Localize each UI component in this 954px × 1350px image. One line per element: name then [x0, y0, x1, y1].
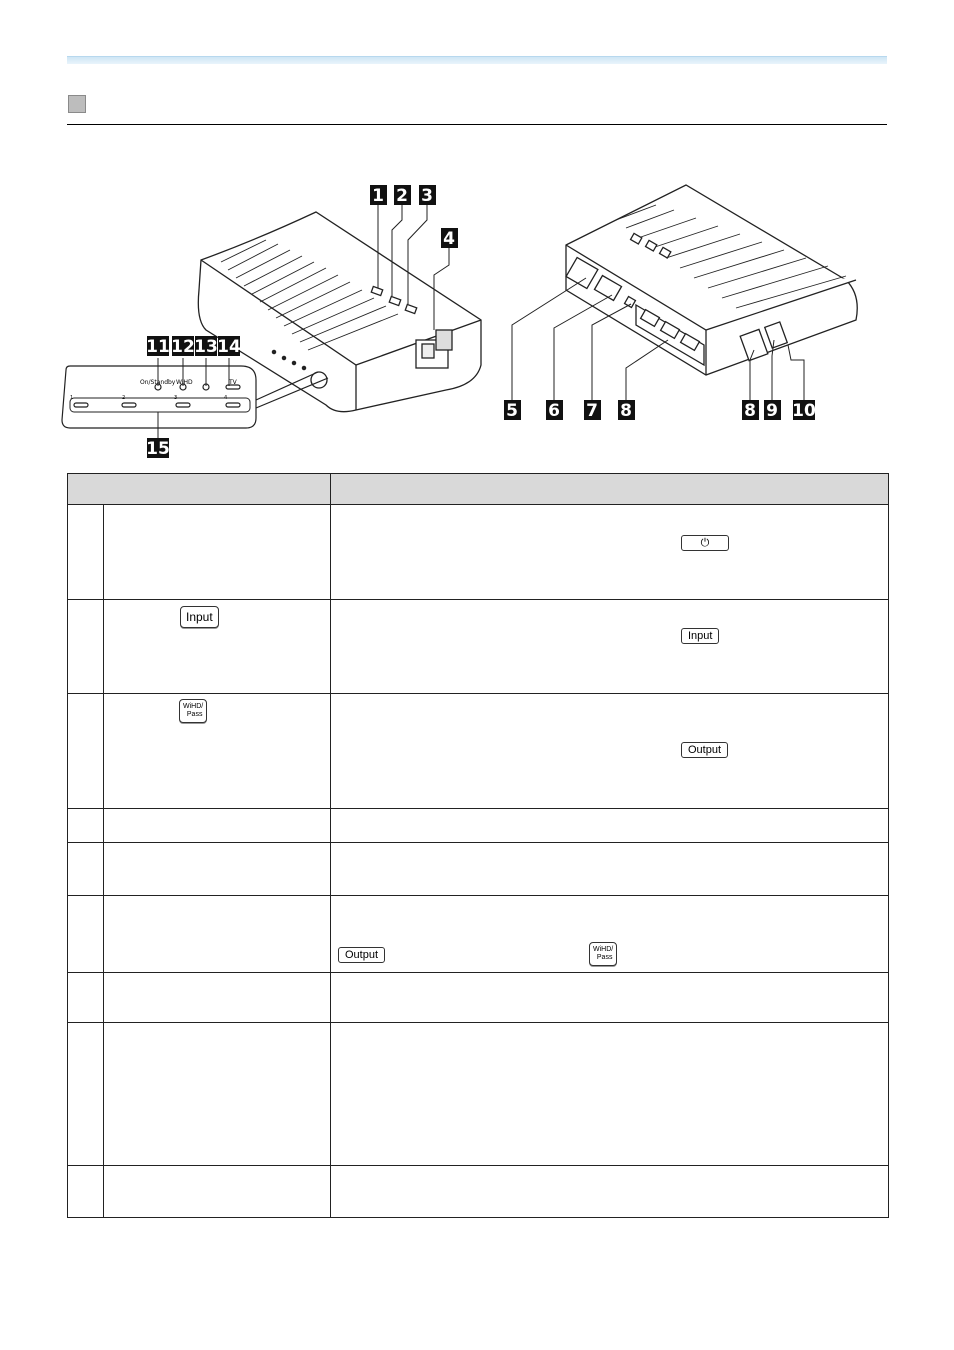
callout-14	[217, 336, 241, 357]
svg-text:8: 8	[620, 401, 632, 421]
svg-text:7: 7	[586, 401, 598, 421]
section-divider	[67, 124, 887, 125]
callout-4	[441, 228, 458, 249]
svg-text:10: 10	[792, 401, 816, 421]
callout-9	[764, 400, 781, 421]
callout-5	[504, 400, 521, 421]
svg-text:12: 12	[171, 337, 195, 357]
section-marker-icon	[68, 95, 86, 113]
callout-11	[146, 336, 170, 357]
table-row	[68, 1023, 889, 1166]
table-row	[68, 809, 889, 843]
svg-text:3: 3	[421, 186, 433, 206]
svg-text:2: 2	[396, 186, 408, 206]
wihd-pass-button-icon: WiHD/ Pass	[179, 699, 207, 723]
power-key-icon: ⏻	[681, 535, 729, 551]
callout-2	[394, 185, 411, 206]
output-key-icon: Output	[681, 742, 728, 758]
led-number-1: 1	[70, 395, 74, 401]
table-row	[68, 694, 889, 809]
table-header-row	[68, 474, 889, 505]
device-illustration	[56, 180, 876, 465]
svg-text:14: 14	[217, 337, 241, 357]
callout-1	[370, 185, 387, 206]
table-row	[68, 1166, 889, 1218]
svg-text:9: 9	[766, 401, 778, 421]
table-row	[68, 505, 889, 600]
svg-text:8: 8	[744, 401, 756, 421]
wihd-label: WiHD	[176, 379, 193, 386]
svg-text:1: 1	[372, 186, 384, 206]
led-number-4: 4	[224, 395, 228, 401]
callout-12	[171, 336, 195, 357]
page-top-bar	[67, 56, 887, 64]
rear-device	[566, 185, 857, 375]
callout-8b	[742, 400, 759, 421]
input-key-icon: Input	[681, 628, 719, 644]
svg-text:6: 6	[548, 401, 560, 421]
callout-15	[146, 438, 170, 459]
wihd-pass-key-icon: WiHD/ Pass	[589, 942, 617, 966]
led-number-3: 3	[174, 395, 178, 401]
table-row	[68, 896, 889, 973]
input-button-icon: Input	[180, 606, 219, 628]
svg-text:4: 4	[443, 229, 455, 249]
table-row	[68, 973, 889, 1023]
svg-text:11: 11	[146, 337, 170, 357]
table-header-name	[68, 474, 331, 505]
callout-10	[792, 400, 816, 421]
on-standby-label: On/Standby	[140, 379, 176, 386]
table-row	[68, 843, 889, 896]
output-key-icon: Output	[338, 947, 385, 963]
svg-text:13: 13	[194, 337, 218, 357]
parts-table	[67, 473, 889, 1218]
callout-7	[584, 400, 601, 421]
callout-8a	[618, 400, 635, 421]
tv-label: TV	[229, 379, 237, 386]
svg-text:5: 5	[506, 401, 518, 421]
table-header-function	[331, 474, 889, 505]
svg-text:15: 15	[146, 439, 170, 459]
callout-6	[546, 400, 563, 421]
callout-3	[419, 185, 436, 206]
led-number-2: 2	[122, 395, 126, 401]
table-row	[68, 600, 889, 694]
callout-13	[194, 336, 218, 357]
